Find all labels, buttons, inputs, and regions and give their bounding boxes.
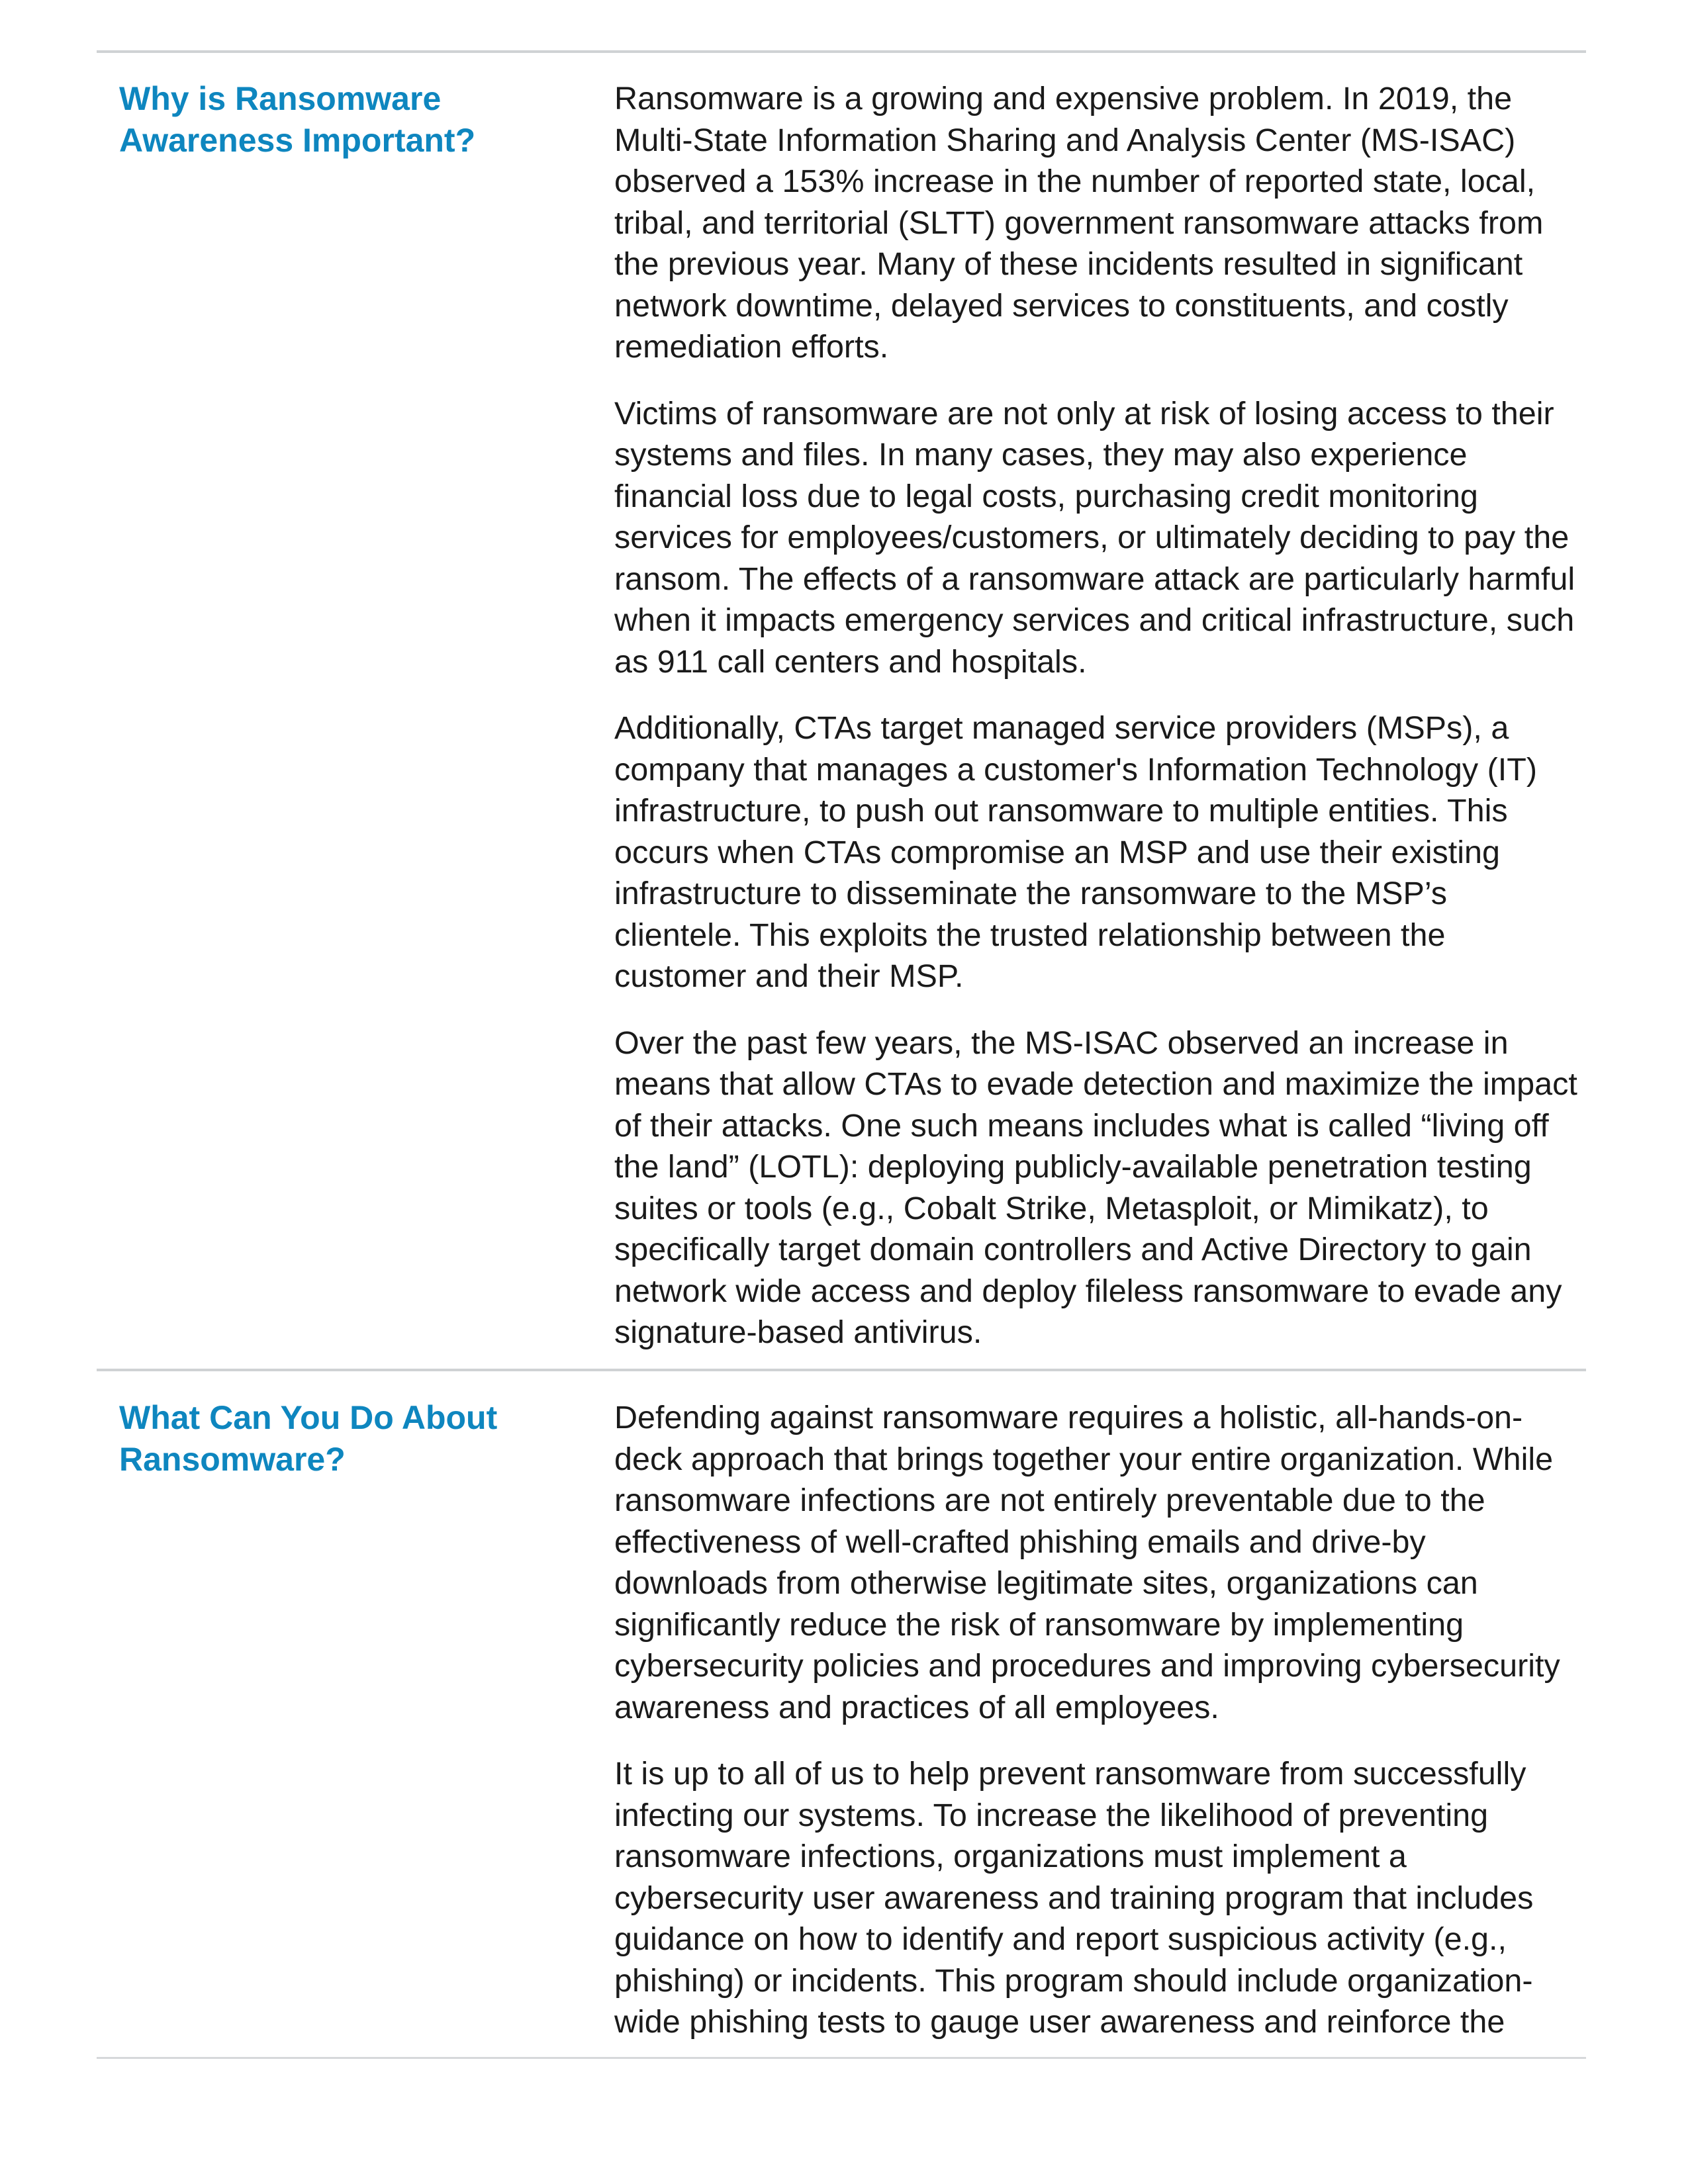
body-paragraph: Victims of ransomware are not only at risk of losing access to their systems and files. In many cases, they may also experience financial loss due to legal costs, purchasing credit monitoring services for employees/customers, or ultimately deciding to pay the ransom. The effects of a ransomware attack are particularly harmful when it impacts emergency services and critical infrastructure, such as 911 call centers and hospitals. bbox=[614, 395, 1575, 680]
body-paragraph: Defending against ransomware requires a holistic, all-hands-on-deck approach that brings together your entire organization. While ransomware infections are not entirely preventable due to the effectiveness of well-crafted phishing emails and drive-by downloads from otherwise legitimate sites, organizations can significantly reduce the risk of ransomware by implementing cybersecurity policies and procedures and improving cybersecurity awareness and practices of all employees. bbox=[614, 1400, 1560, 1725]
section-heading: What Can You Do About Ransomware? bbox=[119, 1399, 498, 1478]
section-heading: Why is Ransomware Awareness Important? bbox=[119, 80, 476, 159]
section-body bbox=[614, 1397, 1582, 2043]
body-paragraph: Ransomware is a growing and expensive problem. In 2019, the Multi-State Information Sharing and Analysis Center (MS-ISAC) observed a 153% increase in the number of reported state, local, tribal, and territorial (SLTT) government ransomware attacks from the previous year. Many of these incidents resulted in significant network downtime, delayed services to constituents, and costly remediation efforts. bbox=[614, 81, 1544, 365]
bottom-divider bbox=[97, 2057, 1586, 2059]
body-paragraph: Additionally, CTAs target managed service providers (MSPs), a company that manages a customer's Information Technology (IT) infrastructure, to push out ransomware to multiple entities. This occurs when CTAs compromise an MSP and use their existing infrastructure to disseminate the ransomware to the MSP’s clientele. This exploits the trusted relationship between the customer and their MSP. bbox=[614, 710, 1537, 994]
body-paragraph: It is up to all of us to help prevent ransomware from successfully infecting our systems. To increase the likelihood of preventing ransomware infections, organizations must implement a cybersecurity user awareness and training program that includes guidance on how to identify and report suspicious activity (e.g., phishing) or incidents. This program should include organization-wide phishing tests to gauge user awareness and reinforce the bbox=[614, 1756, 1534, 2040]
body-paragraph: Over the past few years, the MS-ISAC observed an increase in means that allow CTAs to evade detection and maximize the impact of their attacks. One such means includes what is called “living off the land” (LOTL): deploying publicly-available penetration testing suites or tools (e.g., Cobalt Strike, Metasploit, or Mimikatz), to specifically target domain controllers and Active Directory to gain network wide access and deploy fileless ransomware to evade any signature-based antivirus. bbox=[614, 1024, 1577, 1350]
section-body bbox=[614, 78, 1582, 1353]
top-divider bbox=[97, 50, 1586, 53]
section-divider bbox=[97, 1369, 1586, 1371]
